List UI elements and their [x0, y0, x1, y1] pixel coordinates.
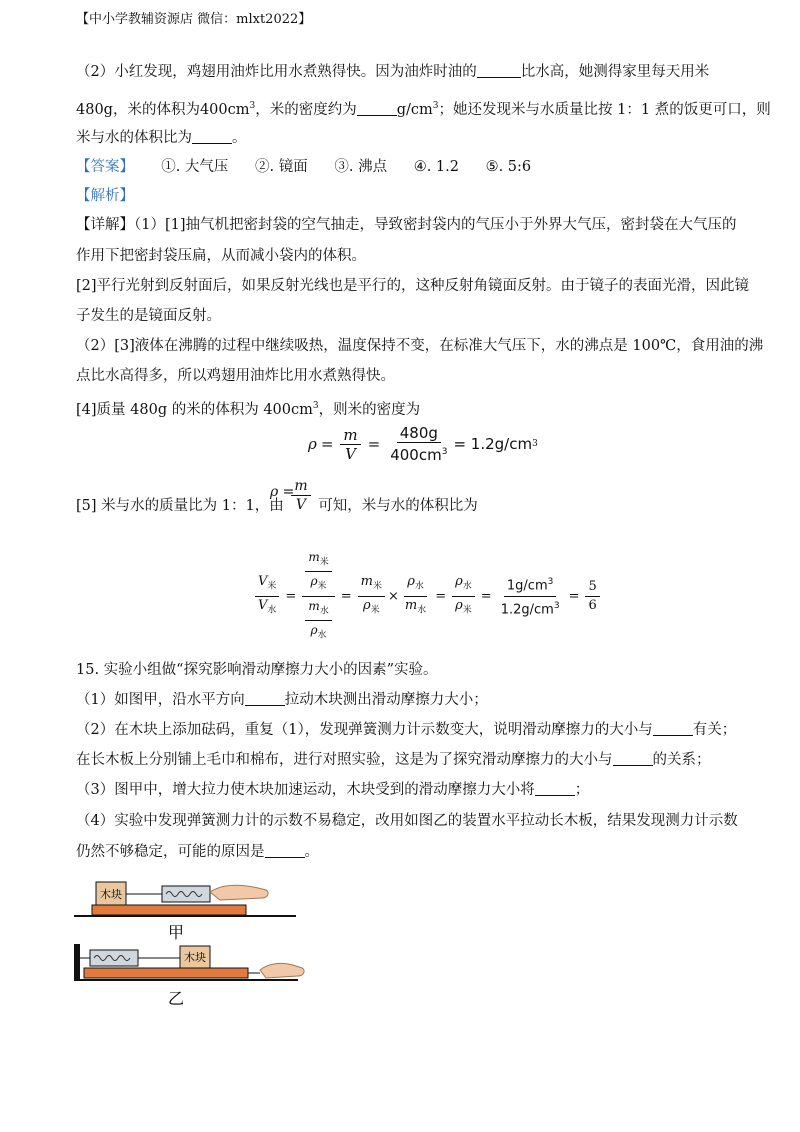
- answer-blank: [192, 129, 232, 144]
- spring-scale: [90, 950, 138, 966]
- subscript-water: 水: [417, 605, 427, 616]
- answer-blank: [357, 101, 397, 116]
- subscript-rice: 米: [317, 581, 327, 592]
- answer-item: ②. 镜面: [255, 159, 308, 175]
- q15-line-1: 15. 实验小组做“探究影响滑动摩擦力大小的因素”实验。: [76, 662, 438, 678]
- q15-line-2: [76, 690, 488, 710]
- q15-line-3: [76, 720, 736, 740]
- water-density: 1g/cm: [506, 578, 548, 594]
- superscript: 3: [547, 577, 554, 588]
- q2-text-2c: g/cm: [396, 101, 433, 118]
- answer-blank: [477, 63, 521, 78]
- q2-text-2d: ；她还发现米与水质量比按 1：1 煮的饭更可口，则: [438, 101, 771, 118]
- caption-a: 甲: [167, 923, 185, 942]
- q2-line-1: [76, 62, 709, 82]
- mass-symbol: m: [308, 550, 320, 564]
- mass-symbol: m: [340, 426, 360, 445]
- q2-text-3a: 米与水的体积比为: [76, 130, 192, 146]
- spring-scale: [162, 886, 210, 902]
- q2-text-2b: ，米的密度约为: [255, 101, 357, 118]
- q15-text-3a: （2）在木块上添加砝码，重复（1），发现弹簧测力计示数变大，说明滑动摩擦力的大小与: [76, 722, 653, 738]
- long-board: [92, 905, 246, 915]
- superscript: 3: [432, 101, 439, 111]
- detail-line-5: （2）[3]液体在沸腾的过程中继续吸热，温度保持不变，在标准大气压下，水的沸点是 100℃，食用油的沸: [76, 338, 764, 354]
- rice-density: 1.2g/cm: [500, 602, 554, 618]
- rho-symbol: ρ: [310, 623, 318, 638]
- q15-text-3b: 有关；: [692, 722, 737, 738]
- answer-item: ①. 大气压: [161, 159, 229, 175]
- mass-symbol: m: [308, 598, 320, 613]
- q2-text-1a: （2）小红发现，鸡翅用油炸比用水煮熟得快。因为油炸时油的: [76, 64, 477, 80]
- long-board: [84, 968, 248, 978]
- rho-symbol: ρ: [407, 574, 415, 590]
- answer-blank: [245, 691, 285, 706]
- answer-blank: [613, 751, 653, 766]
- subscript-water: 水: [267, 605, 277, 616]
- volume-symbol: V: [345, 444, 356, 463]
- detail-text-7a: [4]质量 480g 的米的体积为 400cm: [76, 401, 313, 418]
- answer-item: ⑤. 5:6: [485, 159, 532, 175]
- subscript-water: 水: [414, 581, 424, 592]
- mass-value: 480g: [397, 424, 441, 443]
- rho-symbol: ρ: [270, 484, 279, 500]
- detail-line-6: 点比水高得多，所以鸡翅用油炸比用水煮熟得快。: [76, 368, 395, 384]
- q15-line-6: （4）实验中发现弹簧测力计的示数不易稳定，改用如图乙的装置水平拉动长木板，结果发现测力计示数: [76, 813, 738, 829]
- volume-symbol: V: [258, 574, 268, 590]
- answer-blank: [535, 781, 575, 796]
- hand-icon: [210, 885, 268, 900]
- wall: [74, 944, 80, 980]
- superscript: 3: [312, 401, 319, 411]
- q2-text-3b: 。: [232, 130, 247, 146]
- volume-value: 400cm: [390, 446, 442, 464]
- subscript-rice: 米: [267, 581, 277, 592]
- detail-line-3: [2]平行光射到反射面后，如果反射光线也是平行的，这种反射角镜面反射。由于镜子的表面光滑，因此镜: [76, 278, 750, 294]
- detail-text-7b: ，则米的密度为: [318, 401, 421, 418]
- subscript-rice: 米: [319, 557, 329, 568]
- superscript: 3: [441, 447, 448, 457]
- mass-symbol: m: [404, 597, 418, 613]
- q15-text-7a: 仍然不够稳定，可能的原因是: [76, 844, 265, 860]
- subscript-rice: 米: [462, 605, 472, 616]
- density-result: = 1.2g/cm: [453, 435, 533, 453]
- q15-text-2a: （1）如图甲，沿水平方向: [76, 692, 245, 708]
- mass-symbol: m: [291, 477, 310, 496]
- block-label: 木块: [184, 951, 206, 964]
- subscript-water: 水: [319, 606, 329, 617]
- answer-item: ③. 沸点: [334, 159, 388, 175]
- density-formula: ρ = $\frac{m}{V}$ = $\frac{480g}{400cm^3}$ = 1.2g/cm 3: [308, 424, 538, 464]
- mass-symbol: m: [360, 574, 373, 590]
- rho-symbol: ρ: [362, 597, 371, 613]
- q15-text-2b: 拉动木块测出滑动摩擦力大小；: [284, 692, 488, 708]
- rho-symbol: ρ: [310, 574, 318, 589]
- volume-ratio-formula: $\frac{V_米}{V_水}$ = $\frac{\frac{m_米}{\rho_米}}{\frac{m_水}{\rho_水}}$ = $\frac{m_米}{\rho_米}$ × $\frac{\rho_水}{m_水}$ = $\frac{\rho_水}{\rho_米}$ = $\frac{1g/cm^3}{1.2g/cm^3}$ = $\frac{5}{6}$: [252, 548, 603, 645]
- subscript-water: 水: [462, 581, 472, 592]
- figure-a: [74, 882, 296, 942]
- page-header: 【中小学教辅资源店 微信：mlxt2022】: [76, 12, 312, 27]
- answer-label: 【答案】: [76, 159, 134, 175]
- q15-line-7: [76, 842, 319, 862]
- answer-blank: [265, 843, 305, 858]
- q15-line-5: [76, 780, 589, 800]
- ratio-numerator: 5: [585, 578, 599, 597]
- hand-icon: [260, 963, 304, 978]
- q2-line-3: [76, 128, 247, 148]
- q15-text-5b: ；: [574, 782, 590, 798]
- q2-line-2: [76, 96, 771, 120]
- detail-line-2: 作用下把密封袋压扁，从而减小袋内的体积。: [76, 248, 366, 264]
- answer-line: [76, 157, 553, 177]
- experiment-figure: [70, 872, 310, 1012]
- subscript-rice: 米: [372, 581, 382, 592]
- figure-b: [74, 944, 304, 1008]
- ratio-denominator: 6: [588, 597, 597, 613]
- q2-text-1b: 比水高，她测得家里每天用米: [520, 64, 710, 80]
- q15-text-5a: （3）图甲中，增大拉力使木块加速运动，木块受到的滑动摩擦力大小将: [76, 782, 535, 798]
- q15-text-4a: 在长木板上分别铺上毛巾和棉布，进行对照实验，这是为了探究滑动摩擦力的大小与: [76, 752, 613, 768]
- rho-equals: ρ =: [270, 484, 295, 500]
- block-label: 木块: [100, 888, 122, 901]
- superscript: 3: [532, 439, 538, 449]
- q15-text-4b: 的关系；: [652, 752, 711, 768]
- q15-line-4: [76, 750, 711, 770]
- volume-symbol: V: [295, 496, 307, 513]
- subscript-water: 水: [317, 630, 327, 641]
- superscript: 3: [249, 101, 256, 111]
- answer-item: ④. 1.2: [413, 159, 459, 175]
- q2-text-2a: 480g，米的体积为400cm: [76, 101, 250, 118]
- analysis-label: 【解析】: [76, 188, 134, 204]
- volume-symbol: V: [258, 597, 268, 613]
- answer-blank: [653, 721, 693, 736]
- detail-line-7: [76, 396, 420, 420]
- rho-symbol: ρ: [308, 435, 317, 453]
- detail-line-4: 子发生的是镜面反射。: [76, 308, 221, 324]
- detail-text-8b: 可知，米与水的体积比为: [318, 498, 478, 514]
- rho-symbol: ρ: [455, 574, 463, 590]
- caption-b: 乙: [167, 989, 185, 1008]
- detail-text-8a: [5] 米与水的质量比为 1：1，由: [76, 498, 284, 514]
- q15-text-7b: 。: [304, 844, 319, 860]
- detail-line-1: 【详解】（1）[1]抽气机把密封袋的空气抽走，导致密封袋内的气压小于外界大气压，密封袋在大气压的: [76, 217, 737, 233]
- subscript-rice: 米: [370, 605, 380, 616]
- rho-symbol: ρ: [455, 597, 463, 613]
- superscript: 3: [553, 600, 560, 611]
